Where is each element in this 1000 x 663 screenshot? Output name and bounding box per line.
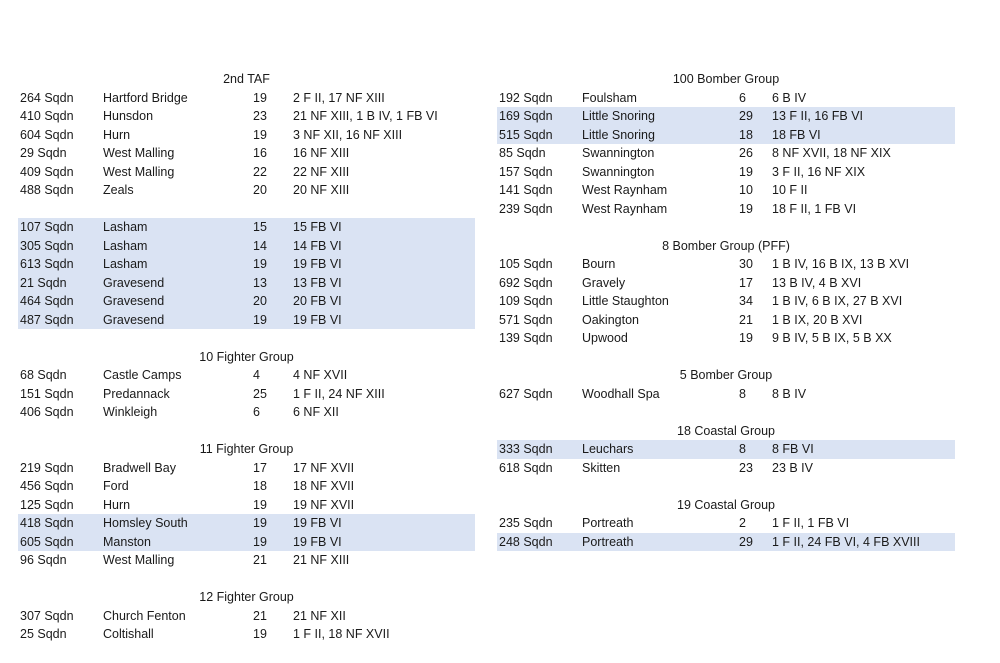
count-cell: 17 bbox=[739, 275, 753, 290]
squadron-row bbox=[18, 311, 475, 330]
count-cell: 23 bbox=[739, 460, 753, 475]
base-cell: Church Fenton bbox=[103, 608, 186, 623]
aircraft-cell: 1 B IV, 16 B IX, 13 B XVI bbox=[772, 257, 910, 271]
squadron-row bbox=[497, 200, 955, 219]
count-cell: 16 bbox=[253, 146, 267, 160]
squadron-cell: 248 Sqdn bbox=[499, 534, 553, 549]
group-title: 8 Bomber Group (PFF) bbox=[662, 238, 790, 253]
count-cell: 15 bbox=[253, 220, 267, 234]
aircraft-cell: 22 NF XIII bbox=[293, 164, 350, 179]
aircraft-cell: 10 F II bbox=[772, 183, 808, 197]
base-cell: Lasham bbox=[103, 220, 148, 234]
base-cell: Hurn bbox=[103, 497, 131, 512]
base-cell: Zeals bbox=[103, 183, 134, 197]
squadron-cell: 85 Sqdn bbox=[499, 146, 546, 160]
group-section bbox=[18, 440, 475, 570]
squadron-cell: 406 Sqdn bbox=[20, 405, 74, 419]
squadron-row bbox=[497, 274, 955, 293]
squadron-cell: 410 Sqdn bbox=[20, 109, 74, 123]
base-cell: Little Staughton bbox=[582, 294, 669, 308]
squadron-cell: 333 Sqdn bbox=[499, 442, 553, 456]
count-cell: 19 bbox=[253, 516, 267, 530]
base-cell: Swannington bbox=[582, 146, 655, 160]
aircraft-cell: 6 B IV bbox=[772, 90, 807, 105]
aircraft-cell: 4 NF XVII bbox=[293, 368, 348, 382]
base-cell: Predannack bbox=[103, 386, 170, 401]
squadron-cell: 627 Sqdn bbox=[499, 386, 553, 401]
aircraft-cell: 17 NF XVII bbox=[293, 460, 355, 475]
count-cell: 2 bbox=[739, 516, 746, 530]
squadron-cell: 141 Sqdn bbox=[499, 183, 553, 197]
aircraft-cell: 20 FB VI bbox=[293, 294, 342, 308]
aircraft-cell: 13 FB VI bbox=[293, 275, 342, 290]
squadron-row bbox=[18, 459, 475, 478]
squadron-cell: 125 Sqdn bbox=[20, 497, 74, 512]
squadron-cell: 235 Sqdn bbox=[499, 516, 553, 530]
aircraft-cell: 19 FB VI bbox=[293, 516, 342, 530]
squadron-row bbox=[497, 329, 955, 348]
base-cell: Swannington bbox=[582, 164, 655, 179]
base-cell: West Raynham bbox=[582, 201, 668, 216]
squadron-row bbox=[497, 514, 955, 533]
squadron-row bbox=[497, 533, 955, 552]
base-cell: Skitten bbox=[582, 460, 621, 475]
base-cell: Gravely bbox=[582, 275, 626, 290]
group-title: 5 Bomber Group bbox=[679, 368, 773, 382]
count-cell: 19 bbox=[253, 497, 267, 512]
base-cell: Foulsham bbox=[582, 90, 637, 105]
squadron-row bbox=[18, 385, 475, 404]
squadron-cell: 488 Sqdn bbox=[20, 183, 74, 197]
count-cell: 18 bbox=[253, 479, 267, 493]
squadron-row bbox=[18, 551, 475, 570]
count-cell: 8 bbox=[739, 386, 746, 401]
squadron-row bbox=[497, 163, 955, 182]
base-cell: Homsley South bbox=[103, 516, 188, 530]
aircraft-cell: 13 B IV, 4 B XVI bbox=[772, 275, 862, 290]
count-cell: 29 bbox=[739, 109, 753, 123]
base-cell: Lasham bbox=[103, 257, 148, 271]
count-cell: 34 bbox=[739, 294, 753, 308]
squadron-cell: 605 Sqdn bbox=[20, 534, 74, 549]
count-cell: 17 bbox=[253, 460, 267, 475]
count-cell: 13 bbox=[253, 275, 267, 290]
count-cell: 6 bbox=[253, 405, 260, 419]
count-cell: 19 bbox=[739, 164, 753, 179]
base-cell: Hartford Bridge bbox=[103, 90, 188, 105]
aircraft-cell: 14 FB VI bbox=[293, 238, 342, 253]
base-cell: Gravesend bbox=[103, 312, 165, 327]
squadron-cell: 613 Sqdn bbox=[20, 257, 74, 271]
base-cell: Gravesend bbox=[103, 294, 165, 308]
squadron-row bbox=[18, 403, 475, 422]
count-cell: 19 bbox=[253, 90, 267, 105]
squadron-cell: 571 Sqdn bbox=[499, 312, 553, 327]
aircraft-cell: 6 NF XII bbox=[293, 405, 339, 419]
squadron-cell: 418 Sqdn bbox=[20, 516, 74, 530]
squadron-row bbox=[18, 625, 475, 644]
aircraft-cell: 8 NF XVII, 18 NF XIX bbox=[772, 146, 891, 160]
aircraft-cell: 1 F II, 24 NF XIII bbox=[293, 386, 385, 401]
squadron-cell: 68 Sqdn bbox=[20, 368, 67, 382]
squadron-cell: 515 Sqdn bbox=[499, 127, 553, 142]
aircraft-cell: 3 NF XII, 16 NF XIII bbox=[293, 127, 403, 142]
squadron-row bbox=[18, 292, 475, 311]
squadron-cell: 307 Sqdn bbox=[20, 608, 74, 623]
base-cell: Upwood bbox=[582, 331, 628, 345]
aircraft-cell: 21 NF XIII bbox=[293, 553, 350, 567]
squadron-cell: 25 Sqdn bbox=[20, 627, 67, 641]
base-cell: Gravesend bbox=[103, 275, 165, 290]
count-cell: 21 bbox=[253, 553, 267, 567]
left-column bbox=[18, 70, 475, 662]
group-section bbox=[18, 348, 475, 422]
squadron-cell: 604 Sqdn bbox=[20, 127, 74, 142]
aircraft-cell: 19 NF XVII bbox=[293, 497, 355, 512]
group-section bbox=[497, 422, 955, 478]
squadron-row bbox=[497, 440, 955, 459]
base-cell: Hurn bbox=[103, 127, 131, 142]
group-title: 19 Coastal Group bbox=[677, 497, 775, 512]
base-cell: West Malling bbox=[103, 164, 175, 179]
aircraft-cell: 15 FB VI bbox=[293, 220, 342, 234]
base-cell: Oakington bbox=[582, 312, 639, 327]
group-section bbox=[497, 237, 955, 348]
squadron-row bbox=[18, 107, 475, 126]
aircraft-cell: 1 F II, 1 FB VI bbox=[772, 516, 850, 530]
aircraft-cell: 9 B IV, 5 B IX, 5 B XX bbox=[772, 331, 892, 345]
count-cell: 21 bbox=[739, 312, 753, 327]
aircraft-cell: 23 B IV bbox=[772, 460, 813, 475]
base-cell: Woodhall Spa bbox=[582, 386, 660, 401]
squadron-row bbox=[18, 218, 475, 237]
squadron-row bbox=[497, 107, 955, 126]
group-section bbox=[497, 366, 955, 403]
count-cell: 19 bbox=[739, 331, 753, 345]
squadron-row bbox=[18, 514, 475, 533]
squadron-cell: 464 Sqdn bbox=[20, 294, 74, 308]
squadron-row bbox=[497, 311, 955, 330]
count-cell: 20 bbox=[253, 294, 267, 308]
squadron-cell: 109 Sqdn bbox=[499, 294, 553, 308]
count-cell: 19 bbox=[253, 257, 267, 271]
squadron-row bbox=[18, 274, 475, 293]
squadron-cell: 239 Sqdn bbox=[499, 201, 553, 216]
squadron-row bbox=[18, 496, 475, 515]
aircraft-cell: 21 NF XIII, 1 B IV, 1 FB VI bbox=[293, 109, 438, 123]
base-cell: Portreath bbox=[582, 534, 634, 549]
squadron-cell: 264 Sqdn bbox=[20, 90, 74, 105]
count-cell: 19 bbox=[739, 201, 753, 216]
squadron-row bbox=[497, 255, 955, 274]
aircraft-cell: 13 F II, 16 FB VI bbox=[772, 109, 864, 123]
aircraft-cell: 18 F II, 1 FB VI bbox=[772, 201, 857, 216]
squadron-row bbox=[497, 181, 955, 200]
aircraft-cell: 19 FB VI bbox=[293, 534, 342, 549]
base-cell: West Malling bbox=[103, 146, 175, 160]
aircraft-cell: 1 B IV, 6 B IX, 27 B XVI bbox=[772, 294, 903, 308]
row-gap bbox=[18, 200, 475, 219]
count-cell: 26 bbox=[739, 146, 753, 160]
squadron-cell: 192 Sqdn bbox=[499, 90, 553, 105]
squadron-cell: 618 Sqdn bbox=[499, 460, 553, 475]
group-title: 18 Coastal Group bbox=[677, 423, 775, 438]
count-cell: 8 bbox=[739, 442, 746, 456]
count-cell: 23 bbox=[253, 109, 267, 123]
count-cell: 19 bbox=[253, 534, 267, 549]
squadron-row bbox=[18, 366, 475, 385]
count-cell: 19 bbox=[253, 127, 267, 142]
aircraft-cell: 20 NF XIII bbox=[293, 183, 350, 197]
count-cell: 4 bbox=[253, 368, 260, 382]
squadron-cell: 456 Sqdn bbox=[20, 479, 74, 493]
squadron-cell: 29 Sqdn bbox=[20, 146, 67, 160]
group-title: 10 Fighter Group bbox=[199, 349, 294, 364]
squadron-row bbox=[18, 181, 475, 200]
count-cell: 19 bbox=[253, 627, 267, 641]
base-cell: Portreath bbox=[582, 516, 634, 530]
squadron-row bbox=[18, 144, 475, 163]
aircraft-cell: 2 F II, 17 NF XIII bbox=[293, 90, 385, 105]
count-cell: 29 bbox=[739, 534, 753, 549]
squadron-row bbox=[497, 385, 955, 404]
squadron-cell: 409 Sqdn bbox=[20, 164, 74, 179]
aircraft-cell: 8 B IV bbox=[772, 386, 807, 401]
base-cell: Lasham bbox=[103, 238, 148, 253]
squadron-cell: 139 Sqdn bbox=[499, 331, 553, 345]
squadron-cell: 151 Sqdn bbox=[20, 386, 74, 401]
squadron-cell: 107 Sqdn bbox=[20, 220, 74, 234]
squadron-cell: 105 Sqdn bbox=[499, 257, 553, 271]
aircraft-cell: 18 FB VI bbox=[772, 127, 821, 142]
count-cell: 30 bbox=[739, 257, 753, 271]
base-cell: West Malling bbox=[103, 553, 175, 567]
aircraft-cell: 19 FB VI bbox=[293, 257, 342, 271]
aircraft-cell: 16 NF XIII bbox=[293, 146, 350, 160]
count-cell: 14 bbox=[253, 238, 267, 253]
base-cell: Castle Camps bbox=[103, 368, 182, 382]
group-section bbox=[497, 70, 955, 218]
aircraft-cell: 8 FB VI bbox=[772, 442, 814, 456]
squadron-row bbox=[18, 255, 475, 274]
count-cell: 25 bbox=[253, 386, 267, 401]
aircraft-cell: 1 F II, 24 FB VI, 4 FB XVIII bbox=[772, 534, 920, 549]
squadron-row bbox=[18, 89, 475, 108]
squadron-row bbox=[18, 477, 475, 496]
count-cell: 22 bbox=[253, 164, 267, 179]
base-cell: Hunsdon bbox=[103, 109, 154, 123]
squadron-cell: 96 Sqdn bbox=[20, 553, 67, 567]
group-title: 100 Bomber Group bbox=[672, 72, 780, 86]
group-title: 2nd TAF bbox=[223, 72, 270, 86]
squadron-row bbox=[18, 163, 475, 182]
squadron-row bbox=[18, 607, 475, 626]
aircraft-cell: 21 NF XII bbox=[293, 608, 346, 623]
squadron-row bbox=[497, 459, 955, 478]
count-cell: 19 bbox=[253, 312, 267, 327]
aircraft-cell: 19 FB VI bbox=[293, 312, 342, 327]
aircraft-cell: 3 F II, 16 NF XIX bbox=[772, 164, 866, 179]
aircraft-cell: 18 NF XVII bbox=[293, 479, 355, 493]
squadron-row bbox=[18, 237, 475, 256]
group-section bbox=[497, 496, 955, 552]
squadron-cell: 169 Sqdn bbox=[499, 109, 553, 123]
base-cell: Little Snoring bbox=[582, 109, 655, 123]
squadron-cell: 157 Sqdn bbox=[499, 164, 553, 179]
group-section bbox=[18, 70, 475, 329]
group-title: 11 Fighter Group bbox=[199, 442, 294, 456]
squadron-row bbox=[497, 292, 955, 311]
aircraft-cell: 1 F II, 18 NF XVII bbox=[293, 627, 390, 641]
squadron-row bbox=[18, 533, 475, 552]
base-cell: Manston bbox=[103, 534, 151, 549]
base-cell: Coltishall bbox=[103, 627, 154, 641]
squadron-row bbox=[497, 89, 955, 108]
count-cell: 18 bbox=[739, 127, 753, 142]
squadron-cell: 219 Sqdn bbox=[20, 460, 74, 475]
squadron-cell: 692 Sqdn bbox=[499, 275, 553, 290]
base-cell: Little Snoring bbox=[582, 127, 655, 142]
aircraft-cell: 1 B IX, 20 B XVI bbox=[772, 312, 863, 327]
count-cell: 21 bbox=[253, 608, 267, 623]
base-cell: Ford bbox=[103, 479, 129, 493]
count-cell: 20 bbox=[253, 183, 267, 197]
group-title: 12 Fighter Group bbox=[199, 590, 294, 604]
squadron-row bbox=[18, 126, 475, 145]
right-column bbox=[497, 70, 955, 570]
base-cell: Winkleigh bbox=[103, 405, 158, 419]
base-cell: Bradwell Bay bbox=[103, 460, 176, 475]
squadron-row bbox=[497, 126, 955, 145]
count-cell: 6 bbox=[739, 90, 746, 105]
squadron-cell: 487 Sqdn bbox=[20, 312, 74, 327]
base-cell: Bourn bbox=[582, 257, 616, 271]
group-section bbox=[18, 588, 475, 644]
squadron-cell: 305 Sqdn bbox=[20, 238, 74, 253]
count-cell: 10 bbox=[739, 183, 753, 197]
base-cell: West Raynham bbox=[582, 183, 668, 197]
base-cell: Leuchars bbox=[582, 442, 634, 456]
squadron-cell: 21 Sqdn bbox=[20, 275, 67, 290]
squadron-row bbox=[497, 144, 955, 163]
